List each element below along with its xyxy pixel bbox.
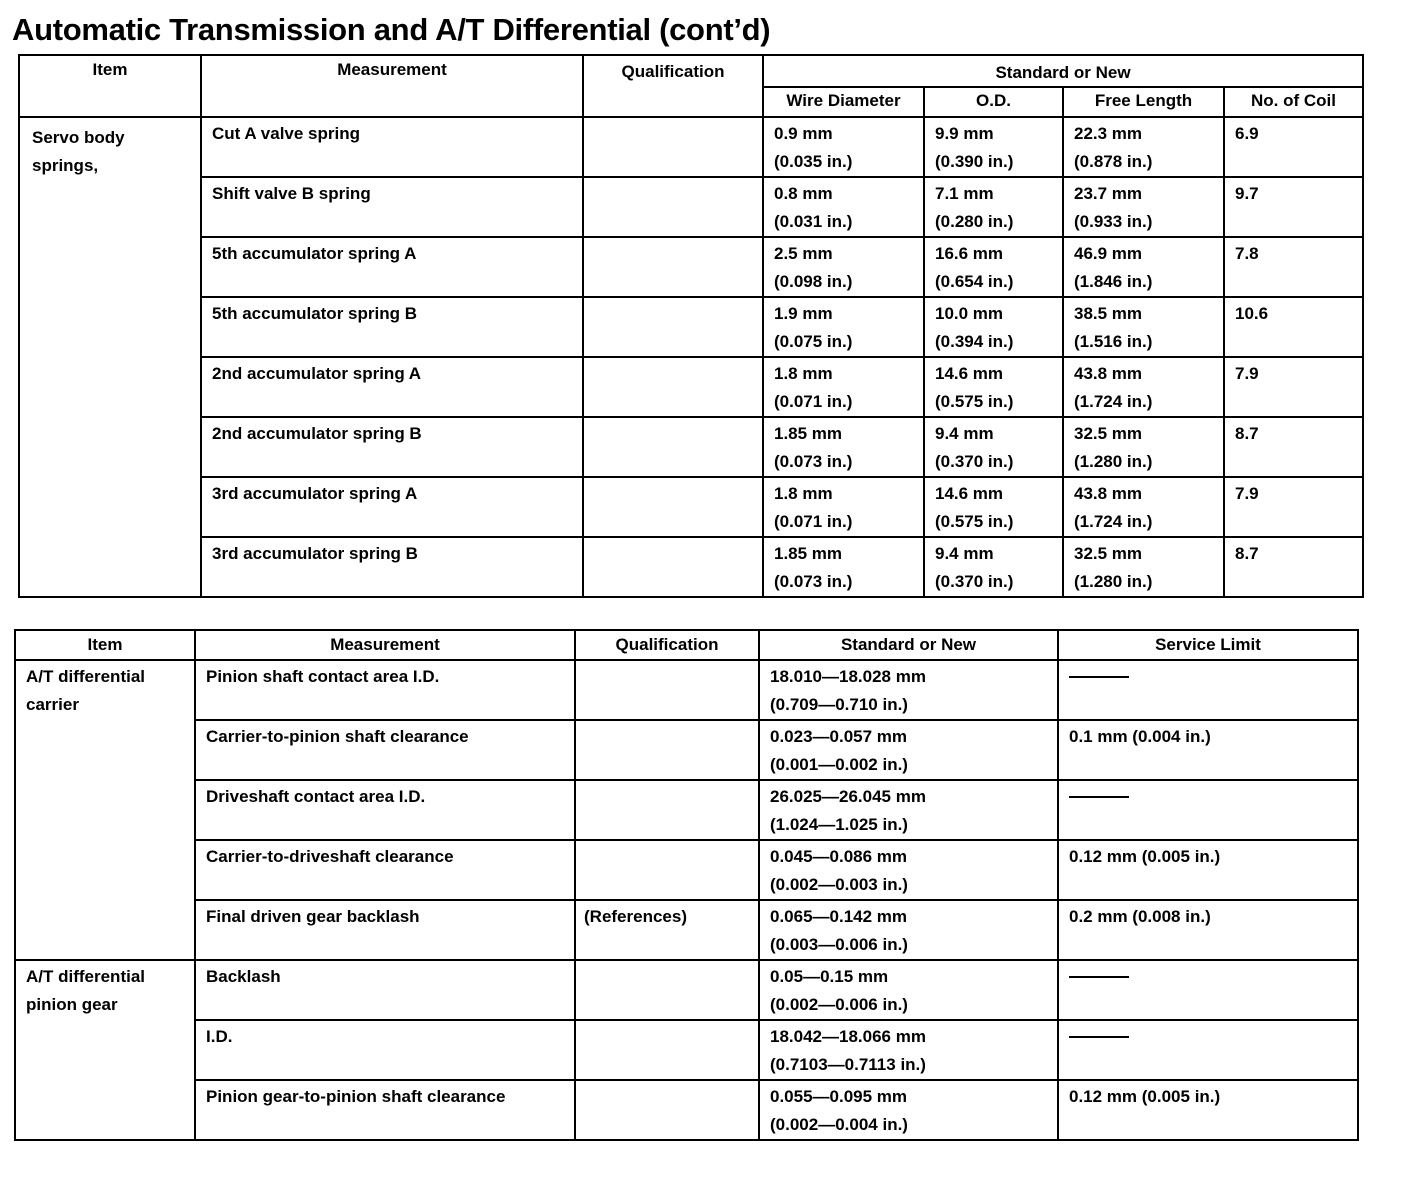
qualification-cell [575,780,759,840]
free-length-in: (1.724 in.) [1074,512,1153,531]
header-wire-diameter: Wire Diameter [763,87,924,117]
standard-mm: 0.05—0.15 mm [770,967,889,986]
table-row [19,297,1363,357]
od-in: (0.575 in.) [935,392,1014,411]
service-limit-cell [1058,840,1358,900]
no-of-coil-cell [1224,537,1363,597]
header-item: Item [15,630,195,660]
od-in: (0.370 in.) [935,572,1014,591]
header-standard: Standard or New [763,55,1363,87]
measurement-cell [201,537,583,597]
measurement-label: Driveshaft contact area I.D. [206,787,426,806]
free-length-cell [1063,537,1224,597]
wire-diameter-cell [763,357,924,417]
standard-mm: 18.042—18.066 mm [770,1027,926,1046]
table-row [15,840,1358,900]
free-length-mm: 43.8 mm [1074,364,1143,383]
free-length-cell [1063,237,1224,297]
od-cell [924,117,1063,177]
wire-diameter-cell [763,417,924,477]
free-length-in: (1.280 in.) [1074,452,1153,471]
measurement-label: 3rd accumulator spring B [212,544,418,563]
service-limit-value: 0.12 mm (0.005 in.) [1069,847,1221,866]
wire-diameter-in: (0.098 in.) [774,272,853,291]
qualification-cell [583,417,763,477]
measurement-label: Shift valve B spring [212,184,371,203]
measurement-label: Pinion gear-to-pinion shaft clearance [206,1087,506,1106]
no-of-coil-cell [1224,177,1363,237]
table-row [19,117,1363,177]
qualification-cell [583,117,763,177]
free-length-cell [1063,117,1224,177]
item-label-line1: A/T differential [26,667,146,686]
standard-cell [759,900,1058,960]
measurement-cell [201,417,583,477]
wire-diameter-in: (0.073 in.) [774,452,853,471]
od-in: (0.390 in.) [935,152,1014,171]
table-row [15,720,1358,780]
table-row [15,900,1358,960]
measurement-label: 2nd accumulator spring B [212,424,422,443]
od-in: (0.370 in.) [935,452,1014,471]
header-measurement: Measurement [195,630,575,660]
header-item: Item [19,55,201,117]
standard-in: (0.002—0.003 in.) [770,875,908,894]
measurement-label: Carrier-to-driveshaft clearance [206,847,454,866]
free-length-mm: 23.7 mm [1074,184,1143,203]
item-label-line2: pinion gear [26,995,118,1014]
service-limit-cell [1058,960,1358,1020]
header-qualification: Qualification [583,55,763,117]
od-mm: 14.6 mm [935,484,1004,503]
no-of-coil-cell [1224,357,1363,417]
header-measurement: Measurement [201,55,583,117]
standard-in: (0.002—0.006 in.) [770,995,908,1014]
service-limit-cell [1058,900,1358,960]
od-mm: 7.1 mm [935,184,994,203]
standard-mm: 0.065—0.142 mm [770,907,908,926]
item-label-line1: A/T differential [26,967,146,986]
measurement-cell [201,477,583,537]
measurement-label: 3rd accumulator spring A [212,484,418,503]
no-of-coil-cell [1224,297,1363,357]
table-row [19,477,1363,537]
wire-diameter-mm: 0.9 mm [774,124,833,143]
no-of-coil-value: 8.7 [1235,424,1259,443]
free-length-cell [1063,417,1224,477]
wire-diameter-mm: 0.8 mm [774,184,833,203]
od-in: (0.654 in.) [935,272,1014,291]
standard-cell [759,1020,1058,1080]
no-of-coil-value: 8.7 [1235,544,1259,563]
standard-in: (1.024—1.025 in.) [770,815,908,834]
qualification-cell [583,237,763,297]
table-row [15,1080,1358,1140]
qualification-cell [575,840,759,900]
free-length-in: (1.280 in.) [1074,572,1153,591]
free-length-mm: 43.8 mm [1074,484,1143,503]
table-row [19,237,1363,297]
table-row [19,357,1363,417]
standard-in: (0.7103—0.7113 in.) [770,1055,926,1074]
od-mm: 9.4 mm [935,424,994,443]
free-length-in: (0.933 in.) [1074,212,1153,231]
no-of-coil-cell [1224,237,1363,297]
standard-mm: 0.055—0.095 mm [770,1087,908,1106]
no-of-coil-value: 6.9 [1235,124,1259,143]
item-cell [19,117,201,597]
standard-cell [759,1080,1058,1140]
wire-diameter-cell [763,117,924,177]
wire-diameter-in: (0.073 in.) [774,572,853,591]
standard-in: (0.003—0.006 in.) [770,935,908,954]
free-length-mm: 32.5 mm [1074,424,1143,443]
wire-diameter-in: (0.075 in.) [774,332,853,351]
qualification-cell [575,1020,759,1080]
qualification-cell [575,960,759,1020]
od-cell [924,537,1063,597]
wire-diameter-cell [763,537,924,597]
free-length-in: (1.846 in.) [1074,272,1153,291]
od-mm: 16.6 mm [935,244,1004,263]
free-length-cell [1063,177,1224,237]
page-title: Automatic Transmission and A/T Differential (cont’d) [12,12,771,47]
item-cell [15,960,195,1140]
od-mm: 9.4 mm [935,544,994,563]
od-mm: 10.0 mm [935,304,1004,323]
standard-in: (0.002—0.004 in.) [770,1115,908,1134]
free-length-mm: 46.9 mm [1074,244,1143,263]
qualification-cell [575,1080,759,1140]
measurement-label: 5th accumulator spring A [212,244,417,263]
no-limit-dash [1069,1036,1129,1038]
od-mm: 14.6 mm [935,364,1004,383]
no-of-coil-cell [1224,117,1363,177]
servo-springs-table [18,54,1364,598]
standard-mm: 18.010—18.028 mm [770,667,926,686]
measurement-cell [195,900,575,960]
od-cell [924,477,1063,537]
qualification-cell [575,900,759,960]
table-row [15,780,1358,840]
measurement-label: I.D. [206,1027,233,1046]
standard-mm: 0.023—0.057 mm [770,727,908,746]
standard-cell [759,960,1058,1020]
no-of-coil-value: 7.9 [1235,484,1259,503]
wire-diameter-mm: 1.9 mm [774,304,833,323]
no-limit-dash [1069,976,1129,978]
free-length-cell [1063,357,1224,417]
wire-diameter-cell [763,297,924,357]
no-of-coil-value: 10.6 [1235,304,1269,323]
free-length-mm: 22.3 mm [1074,124,1143,143]
header-qualification: Qualification [575,630,759,660]
measurement-label: Carrier-to-pinion shaft clearance [206,727,469,746]
measurement-cell [195,840,575,900]
differential-table [14,629,1359,1141]
free-length-cell [1063,477,1224,537]
free-length-in: (0.878 in.) [1074,152,1153,171]
measurement-label: Final driven gear backlash [206,907,420,926]
od-in: (0.394 in.) [935,332,1014,351]
measurement-label: Pinion shaft contact area I.D. [206,667,440,686]
table-row [19,537,1363,597]
wire-diameter-mm: 1.85 mm [774,424,843,443]
standard-cell [759,840,1058,900]
no-of-coil-value: 7.9 [1235,364,1259,383]
service-limit-cell [1058,1020,1358,1080]
wire-diameter-in: (0.071 in.) [774,512,853,531]
wire-diameter-in: (0.035 in.) [774,152,853,171]
od-mm: 9.9 mm [935,124,994,143]
od-cell [924,177,1063,237]
wire-diameter-mm: 1.8 mm [774,364,833,383]
header-free-length: Free Length [1063,87,1224,117]
item-label-line2: carrier [26,695,79,714]
od-cell [924,237,1063,297]
service-limit-value: 0.2 mm (0.008 in.) [1069,907,1211,926]
qualification-cell [583,537,763,597]
standard-cell [759,780,1058,840]
no-limit-dash [1069,796,1129,798]
free-length-cell [1063,297,1224,357]
od-cell [924,357,1063,417]
wire-diameter-in: (0.071 in.) [774,392,853,411]
od-in: (0.280 in.) [935,212,1014,231]
wire-diameter-mm: 2.5 mm [774,244,833,263]
item-cell [15,660,195,960]
service-limit-cell [1058,780,1358,840]
standard-mm: 0.045—0.086 mm [770,847,908,866]
standard-cell [759,720,1058,780]
table-row [15,960,1358,1020]
measurement-cell [201,177,583,237]
qualification-cell [583,297,763,357]
measurement-cell [195,660,575,720]
od-cell [924,417,1063,477]
standard-in: (0.709—0.710 in.) [770,695,908,714]
no-limit-dash [1069,676,1129,678]
measurement-cell [201,357,583,417]
measurement-cell [195,1080,575,1140]
header-row [15,630,1358,660]
qualification-label: (References) [584,907,687,926]
service-limit-value: 0.12 mm (0.005 in.) [1069,1087,1221,1106]
measurement-label: Backlash [206,967,281,986]
wire-diameter-in: (0.031 in.) [774,212,853,231]
measurement-cell [195,780,575,840]
standard-mm: 26.025—26.045 mm [770,787,926,806]
wire-diameter-mm: 1.8 mm [774,484,833,503]
measurement-label: 2nd accumulator spring A [212,364,422,383]
measurement-label: 5th accumulator spring B [212,304,417,323]
free-length-in: (1.516 in.) [1074,332,1153,351]
service-limit-value: 0.1 mm (0.004 in.) [1069,727,1211,746]
measurement-cell [195,720,575,780]
measurement-cell [195,960,575,1020]
qualification-cell [583,177,763,237]
table-row [19,417,1363,477]
free-length-mm: 32.5 mm [1074,544,1143,563]
qualification-cell [575,660,759,720]
standard-in: (0.001—0.002 in.) [770,755,908,774]
measurement-cell [201,117,583,177]
no-of-coil-value: 9.7 [1235,184,1259,203]
measurement-cell [195,1020,575,1080]
no-of-coil-value: 7.8 [1235,244,1259,263]
no-of-coil-cell [1224,477,1363,537]
wire-diameter-cell [763,237,924,297]
standard-cell [759,660,1058,720]
no-of-coil-cell [1224,417,1363,477]
header-no-of-coil: No. of Coil [1224,87,1363,117]
header-service-limit: Service Limit [1058,630,1358,660]
header-standard: Standard or New [759,630,1058,660]
wire-diameter-cell [763,177,924,237]
item-label: Servo body springs, [32,128,125,175]
measurement-cell [201,297,583,357]
header-row [19,55,1363,87]
table-row [19,177,1363,237]
service-limit-cell [1058,660,1358,720]
measurement-cell [201,237,583,297]
table-row [15,1020,1358,1080]
service-limit-cell [1058,720,1358,780]
od-in: (0.575 in.) [935,512,1014,531]
qualification-cell [583,477,763,537]
od-cell [924,297,1063,357]
qualification-cell [575,720,759,780]
header-od: O.D. [924,87,1063,117]
table-row [15,660,1358,720]
measurement-label: Cut A valve spring [212,124,360,143]
free-length-in: (1.724 in.) [1074,392,1153,411]
service-limit-cell [1058,1080,1358,1140]
wire-diameter-cell [763,477,924,537]
qualification-cell [583,357,763,417]
wire-diameter-mm: 1.85 mm [774,544,843,563]
free-length-mm: 38.5 mm [1074,304,1143,323]
